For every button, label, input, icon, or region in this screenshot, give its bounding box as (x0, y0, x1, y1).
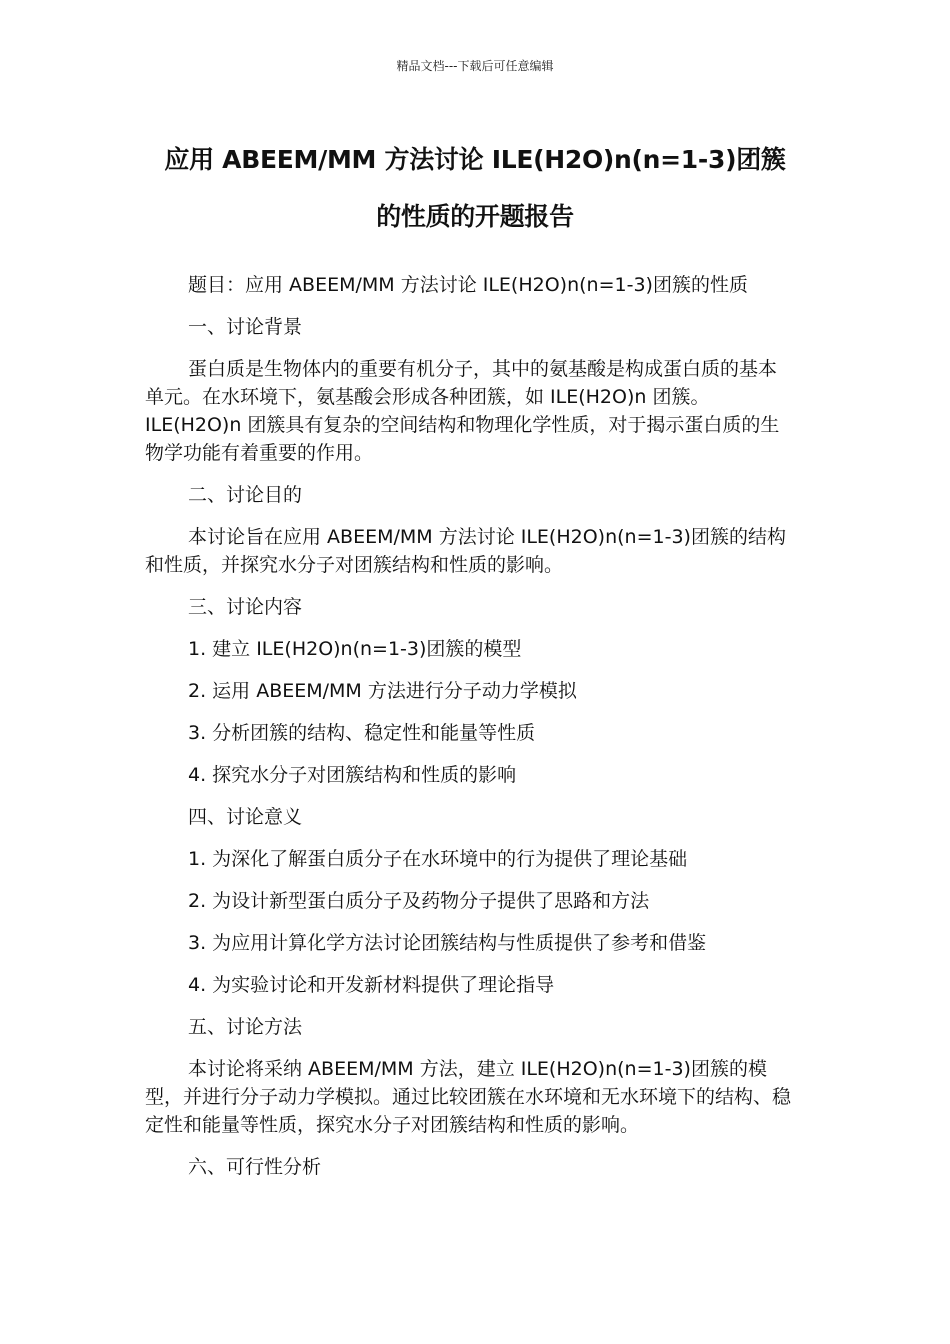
list-item: 4. 探究水分子对团簇结构和性质的影响 (188, 764, 517, 786)
list-item: 2. 运用 ABEEM/MM 方法进行分子动力学模拟 (188, 680, 577, 702)
section-heading-method: 五、讨论方法 (188, 1016, 303, 1038)
background-paragraph: 蛋白质是生物体内的重要有机分子，其中的氨基酸是构成蛋白质的基本单元。在水环境下，氨基酸会形成各种团簇，如 ILE(H2O)n 团簇。ILE(H2O)n 团簇具有复杂的空间结构和物理化学性质，对于揭示蛋白质的生物学功能有着重要的作用。 (145, 358, 780, 464)
method-paragraph: 本讨论将采纳 ABEEM/MM 方法，建立 ILE(H2O)n(n=1-3)团簇的模型，并进行分子动力学模拟。通过比较团簇在水环境和无水环境下的结构、稳定性和能量等性质，探究水分子对团簇结构和性质的影响。 (145, 1058, 792, 1136)
section-heading-purpose: 二、讨论目的 (188, 484, 303, 506)
list-item: 2. 为设计新型蛋白质分子及药物分子提供了思路和方法 (188, 890, 650, 912)
section-heading-background: 一、讨论背景 (188, 316, 303, 338)
list-item: 1. 建立 ILE(H2O)n(n=1-3)团簇的模型 (188, 638, 522, 660)
purpose-paragraph: 本讨论旨在应用 ABEEM/MM 方法讨论 ILE(H2O)n(n=1-3)团簇的结构和性质，并探究水分子对团簇结构和性质的影响。 (145, 526, 786, 576)
document-title-line-1: 应用 ABEEM/MM 方法讨论 ILE(H2O)n(n=1-3)团簇 (164, 145, 786, 174)
list-item: 1. 为深化了解蛋白质分子在水环境中的行为提供了理论基础 (188, 848, 688, 870)
list-item: 3. 为应用计算化学方法讨论团簇结构与性质提供了参考和借鉴 (188, 932, 707, 954)
list-item: 4. 为实验讨论和开发新材料提供了理论指导 (188, 974, 555, 996)
list-item: 3. 分析团簇的结构、稳定性和能量等性质 (188, 722, 536, 744)
section-heading-content: 三、讨论内容 (188, 596, 303, 618)
document-title-line-2: 的性质的开题报告 (376, 202, 574, 231)
section-heading-significance: 四、讨论意义 (188, 806, 303, 828)
document-body (145, 271, 795, 1181)
page-header: 精品文档---下载后可任意编辑 (396, 59, 554, 73)
section-heading-feasibility: 六、可行性分析 (188, 1156, 322, 1178)
topic-line: 题目：应用 ABEEM/MM 方法讨论 ILE(H2O)n(n=1-3)团簇的性质 (188, 274, 748, 296)
